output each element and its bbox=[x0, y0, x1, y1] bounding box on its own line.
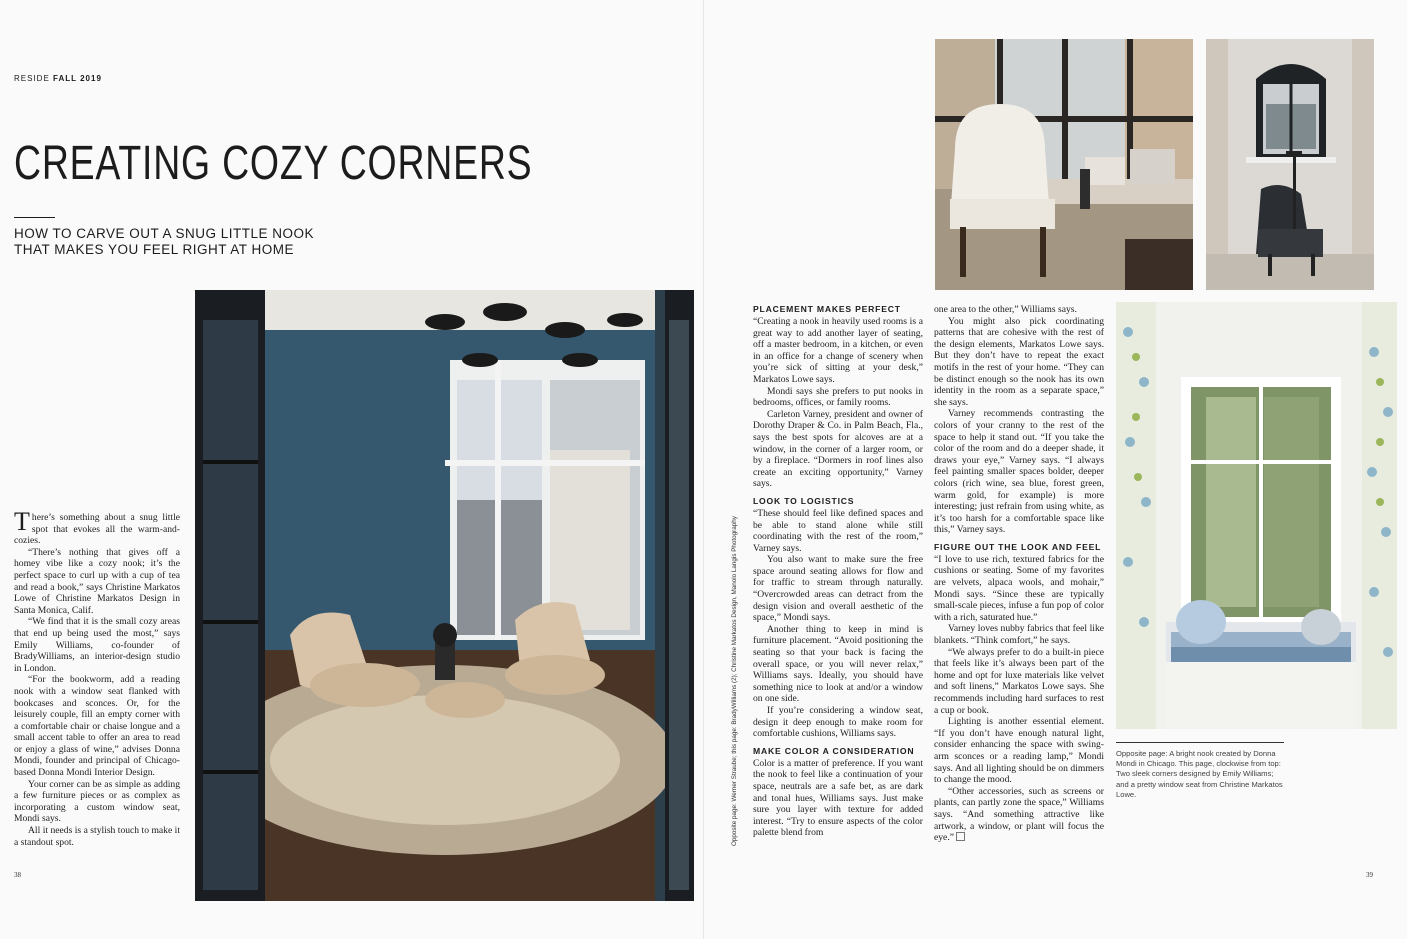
photo-dark-chair-window bbox=[1206, 39, 1374, 290]
section-heading: PLACEMENT MAKES PERFECT bbox=[753, 304, 901, 314]
page-gutter bbox=[703, 0, 704, 939]
paragraph bbox=[14, 507, 180, 547]
body-column-3 bbox=[934, 304, 1104, 844]
paragraph: All it needs is a stylish touch to make it a standout spot. bbox=[14, 825, 180, 848]
section-label: RESIDE bbox=[14, 74, 50, 83]
drop-cap: T bbox=[14, 507, 30, 536]
paragraph: “Creating a nook in heavily used rooms is a great way to add another layer of seating, off a master bedroom, in a kitchen, or even in an office for a change of scenery when you’re sick of sitting at your desk,” Markatos Lowe says. bbox=[753, 316, 923, 385]
paragraph-text: “Other accessories, such as screens or plants, can partly zone the space,” Williams says. “And something attractive like artwork, a window, or plant will focus the eye.” bbox=[934, 785, 1104, 844]
article-title: CREATING COZY CORNERS bbox=[14, 137, 533, 190]
paragraph: “We always prefer to do a built-in piece that feels like it’s always been part of the home and opt for luxe materials like velvet and soft linens,” Markatos Lowe says. She recommends including hard surfaces to rest a cup or book. bbox=[934, 646, 1104, 716]
paragraph: Carleton Varney, president and owner of Dorothy Draper & Co. in Palm Beach, Fla., says the best spots for alcoves are at a window, in the corner of a larger room, or by a fireplace. “Dormers in roof lines also create an exciting opportunity,” Varney says. bbox=[753, 408, 923, 490]
paragraph: Your corner can be as simple as adding a few furniture pieces or as complex as incorporating a custom window seat, Mondi says. bbox=[14, 778, 180, 825]
body-column-2 bbox=[753, 304, 923, 839]
paragraph: Varney recommends contrasting the colors of your cranny to the rest of the space to help it stand out. “If you take the color of the room and do a deeper shade, it draws your eye,” Varney says. “I always feel painting smaller spaces bolder, deeper colors (rich wine, sea blue, forest green, warm gold, for example) is more interesting; just refrain from using white, as it’s too harsh for a comfortable space like this,” Varney says. bbox=[934, 408, 1104, 536]
paragraph: one area to the other,” Williams says. bbox=[934, 304, 1077, 315]
section-heading: FIGURE OUT THE LOOK AND FEEL bbox=[934, 541, 1102, 552]
end-mark-icon bbox=[956, 832, 965, 841]
paragraph: Lighting is another essential element. “If you don’t have enough natural light, consider enhancing the space with swing-arm sconces or a reading lamp,” Mondi says. And all lighting should be on dimmers to change the mood. bbox=[934, 716, 1104, 786]
paragraph: Another thing to keep in mind is furniture placement. “Avoid positioning the seating so that your back is facing the overall space, or you will never relax,” Williams says. Ideally, you should have something nice to look at and/or a window on one side. bbox=[753, 623, 923, 705]
photo-window-seat bbox=[1116, 302, 1397, 729]
page-number-left: 38 bbox=[14, 871, 21, 879]
paragraph: Color is a matter of preference. If you want the nook to feel like a continuation of your space, neutrals are a safe bet, as are dark and tonal hues, Williams says. Just make sure you layer with texture for added interest. “Try to ensure aspects of the color palette blend from bbox=[753, 757, 923, 839]
paragraph bbox=[934, 786, 1104, 844]
body-column-1 bbox=[14, 507, 180, 848]
section-issue-label bbox=[14, 74, 102, 83]
photo-caption: Opposite page: A bright nook created by Donna Mondi in Chicago. This page, clockwise from top: Two sleek corners designed by Emily Williams; and a pretty window seat from Christine Markatos Lowe. bbox=[1116, 742, 1284, 800]
page-number-right: 39 bbox=[1366, 871, 1373, 879]
section-heading: MAKE COLOR A CONSIDERATION bbox=[753, 745, 915, 756]
section-heading: LOOK TO LOGISTICS bbox=[753, 495, 855, 506]
paragraph-text: here’s something about a snug little spot that evokes all the warm-and-cozies. bbox=[14, 512, 180, 547]
paragraph: “For the bookworm, add a reading nook with a window seat flanked with bookcases and sconces. Or, for the leisurely couple, fill an empty corner with a comfortable chair or chaise longue and a small accent table to offer an area to read or enjoy a glass of wine,” advises Donna Mondi, founder and principal of Chicago-based Donna Mondi Interior Design. bbox=[14, 674, 180, 779]
paragraph: “I love to use rich, textured fabrics for the cushions or seating. Some of my favorites are velvets, alpaca wools, and mohair,” Mondi says. “Since these are typically small-scale pieces, infuse a fun pop of color with a rich, saturated hue.” bbox=[934, 553, 1104, 623]
article-subtitle: HOW TO CARVE OUT A SNUG LITTLE NOOK THAT MAKES YOU FEEL RIGHT AT HOME bbox=[14, 226, 315, 257]
photo-white-armchair bbox=[935, 39, 1193, 290]
paragraph: “There’s nothing that gives off a homey vibe like a cozy nook; it’s the perfect space to curl up with a cup of tea and read a book,” says Christine Markatos Lowe of Christine Markatos Design in Santa Monica, Calif. bbox=[14, 546, 180, 616]
paragraph: If you’re considering a window seat, design it deep enough to make room for comfortable cushions, Williams says. bbox=[753, 705, 923, 740]
paragraph: “We find that it is the small cozy areas that end up being used the most,” says Emily Williams, co-founder of BradyWilliams, an interior-design studio in London. bbox=[14, 616, 180, 674]
issue-label: FALL 2019 bbox=[53, 74, 102, 83]
paragraph: You also want to make sure the free space around seating allows for flow and for traffic to stream through naturally. “Overcrowded areas can detract from the design vision and overall aesthetic of the space,” Mondi says. bbox=[753, 554, 923, 624]
paragraph: Mondi says she prefers to put nooks in bedrooms, offices, or family rooms. bbox=[753, 385, 923, 409]
paragraph: “These should feel like defined spaces and be able to stand alone while still coordinating with the rest of the room,” Varney says. bbox=[753, 507, 923, 554]
paragraph: Varney loves nubby fabrics that feel like blankets. “Think comfort,” he says. bbox=[934, 623, 1104, 647]
paragraph: You might also pick coordinating patterns that are cohesive with the rest of the design elements, Markatos Lowe says. But they don’t have to repeat the exact motifs in the rest of your home. “They can be distinct enough so the nook has its own identity in the room as a separate space,” she says. bbox=[934, 315, 1104, 408]
title-rule bbox=[14, 217, 55, 218]
main-photo-lounge-chairs bbox=[195, 290, 694, 901]
photo-credit-text: Opposite page: Werner Straube; this page: BradyWilliams (2); Christine Markatos Design, Manolo Langis Photography bbox=[731, 516, 738, 846]
